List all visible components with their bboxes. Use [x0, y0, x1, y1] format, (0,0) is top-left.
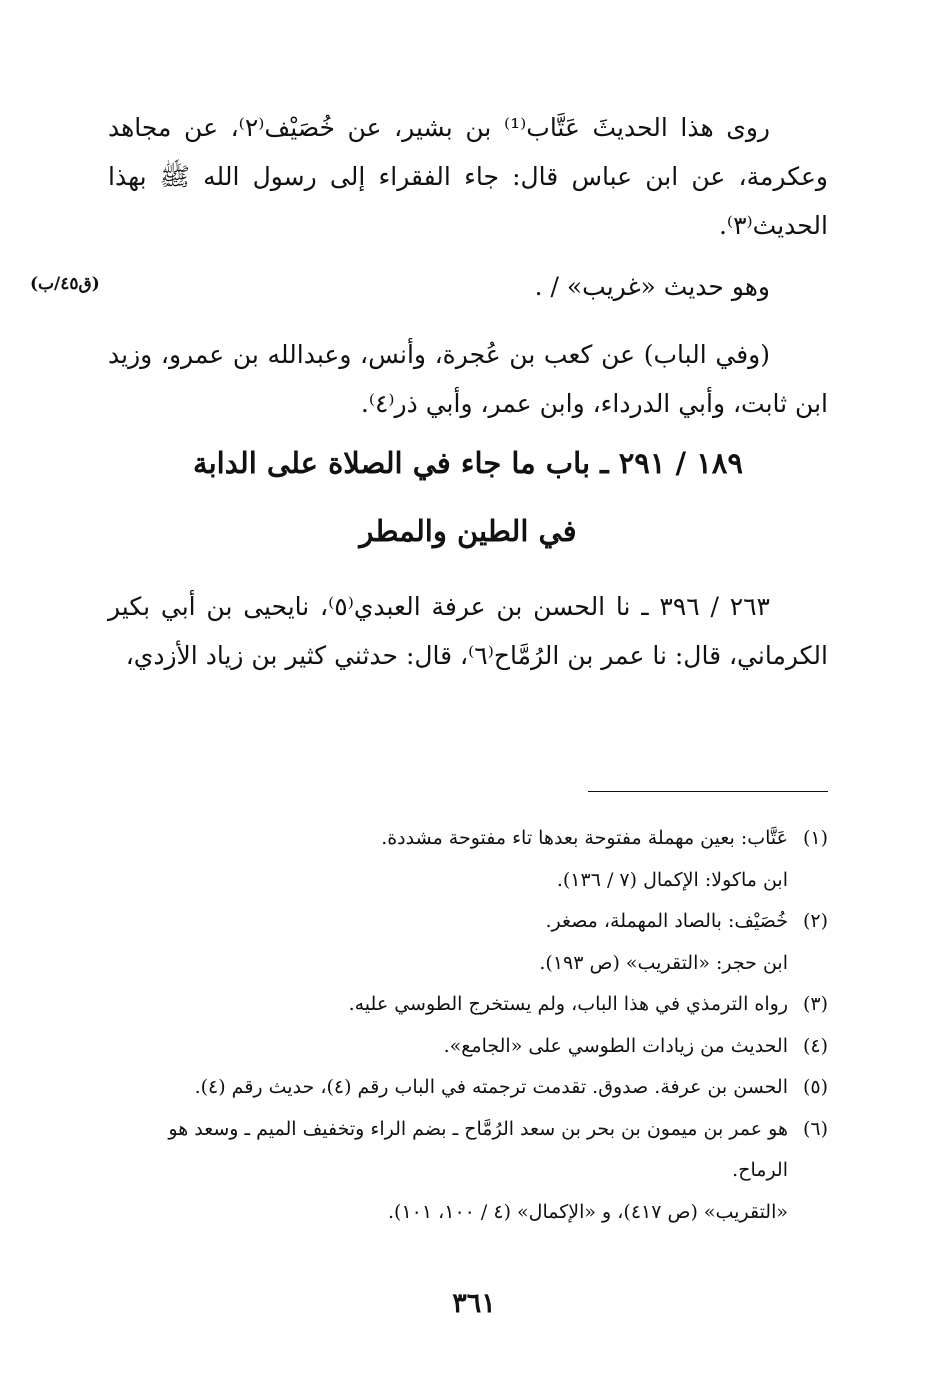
footnote-text: رواه الترمذي في هذا الباب، ولم يستخرج الطوسي عليه. — [348, 993, 788, 1015]
footnote-number: (٦) — [802, 1117, 828, 1140]
footnote-5 — [108, 1067, 828, 1109]
footnote-number: (٥) — [802, 1076, 828, 1098]
footnote-number: (١) — [802, 827, 828, 849]
chapter-heading-line-1: ١٨٩ / ٢٩١ ـ باب ما جاء في الصلاة على الدابة — [193, 446, 743, 480]
footnote-text: عَتَّاب: بعين مهملة مفتوحة بعدها تاء مفتوحة مشددة. — [381, 827, 788, 849]
footnote-1 — [108, 818, 828, 860]
footnote-2 — [108, 901, 828, 943]
paragraph-hadith-chain: ٢٦٣ / ٣٩٦ ـ نا الحسن بن عرفة العبدي⁽٥⁾، نايحيى بن أبي بكير الكرماني، قال: نا عمر بن الرُمَّاح⁽٦⁾، قال: حدثني كثير بن زياد الأزدي، — [108, 592, 828, 670]
footnote-text: هو عمر بن ميمون بن بحر بن سعد الرُمَّاح ـ بضم الراء وتخفيف الميم ـ وسعد هو الرماح. — [168, 1117, 788, 1181]
footnote-separator — [588, 791, 828, 792]
chapter-heading-line-2: في الطين والمطر — [359, 514, 577, 548]
paragraph-narration: روى هذا الحديثَ عَتَّاب⁽¹⁾ بن بشير، عن خُصَيْف⁽٢⁾، عن مجاهد وعكرمة، عن ابن عباس قال: جاء الفقراء إلى رسول الله ﷺ بهذا الحديث⁽٣⁾. — [108, 113, 828, 240]
footnote-6 — [108, 1109, 828, 1192]
footnote-text: الحديث من زيادات الطوسي على «الجامع». — [443, 1034, 788, 1057]
footnote-text: الحسن بن عرفة. صدوق. تقدمت ترجمته في الباب رقم (٤)، حديث رقم (٤). — [194, 1076, 788, 1098]
footnote-1-source: ابن ماكولا: الإكمال (٧ / ١٣٦). — [556, 868, 788, 891]
hadith-text-block — [108, 582, 828, 680]
paragraph-grading: وهو حديث «غريب» / . — [534, 272, 770, 301]
main-text-chapter-references — [108, 330, 828, 428]
manuscript-folio-note: (ق٤٥/ب) — [30, 274, 100, 294]
main-text-grading — [108, 262, 828, 311]
footnote-2-source: ابن حجر: «التقريب» (ص ١٩٣). — [539, 951, 788, 974]
footnote-number: (٤) — [802, 1034, 828, 1057]
footnote-text: خُصَيْف: بالصاد المهملة، مصغر. — [545, 910, 788, 932]
footnote-3 — [108, 984, 828, 1026]
paragraph-references: (وفي الباب) عن كعب بن عُجرة، وأنس، وعبدالله بن عمرو، وزيد ابن ثابت، وأبي الدرداء، وابن عمر، وأبي ذر⁽٤⁾. — [108, 340, 828, 418]
footnote-number: (٢) — [802, 910, 828, 932]
footnote-number: (٣) — [802, 993, 828, 1015]
footnote-4 — [108, 1026, 828, 1068]
page-number: ٣٦١ — [452, 1288, 496, 1319]
footnotes — [108, 818, 828, 1233]
footnote-6-source: «التقريب» (ص ٤١٧)، و «الإكمال» (٤ / ١٠٠، ١٠١). — [387, 1200, 788, 1223]
main-text-top — [108, 103, 828, 250]
